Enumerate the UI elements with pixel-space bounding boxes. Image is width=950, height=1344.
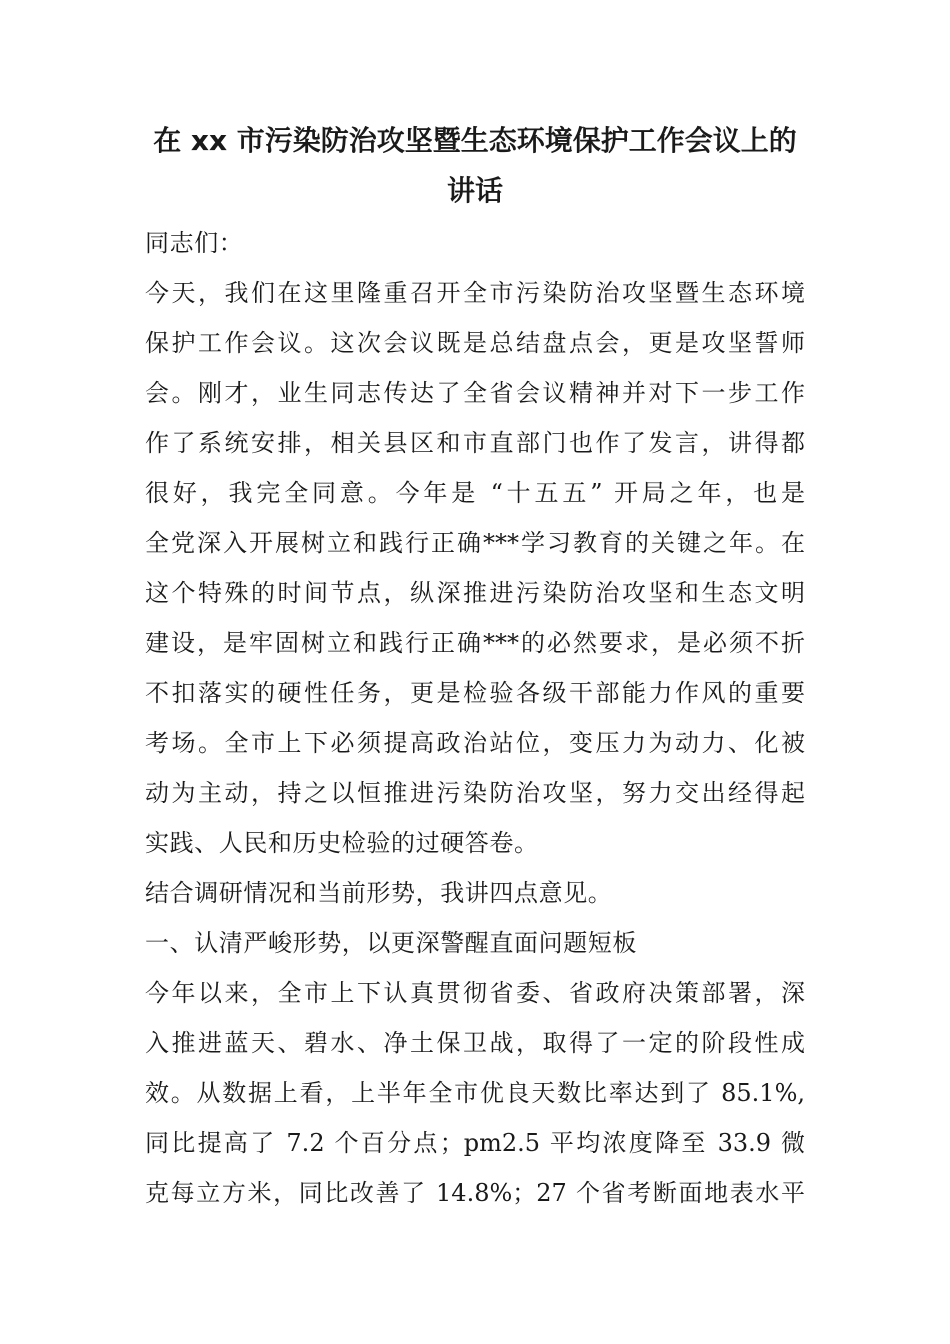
paragraph-line: 实践、人民和历史检验的过硬答卷。 [145, 829, 539, 857]
paragraph-line: 同比提高了 7.2 个百分点；pm2.5 平均浓度降至 33.9 微 [145, 1129, 805, 1157]
paragraph-line: 考场。全市上下必须提高政治站位，变压力为动力、化被 [145, 729, 805, 757]
paragraph-line: 全党深入开展树立和践行正确***学习教育的关键之年。在 [145, 529, 805, 557]
paragraph-line: 入推进蓝天、碧水、净土保卫战，取得了一定的阶段性成 [145, 1029, 805, 1057]
section-heading-1: 一、认清严峻形势，以更深警醒直面问题短板 [145, 929, 637, 957]
intro-sentence: 结合调研情况和当前形势，我讲四点意见。 [145, 879, 613, 907]
paragraph-line: 很好，我完全同意。今年是 “十五五” 开局之年，也是 [145, 479, 805, 507]
document-title-line-2: 讲话 [446, 174, 503, 207]
paragraph-line: 保护工作会议。这次会议既是总结盘点会，更是攻坚誓师 [145, 329, 805, 357]
paragraph-situation [145, 968, 805, 1218]
document-title-line-1: 在 xx 市污染防治攻坚暨生态环境保护工作会议上的 [153, 124, 797, 157]
paragraph-line: 动为主动，持之以恒推进污染防治攻坚，努力交出经得起 [145, 779, 805, 807]
salutation: 同志们： [145, 229, 244, 257]
paragraph-opening [145, 268, 805, 868]
paragraph-line: 克每立方米，同比改善了 14.8%；27 个省考断面地表水平 [145, 1179, 805, 1207]
paragraph-line: 今年以来，全市上下认真贯彻省委、省政府决策部署，深 [145, 979, 805, 1007]
paragraph-line: 效。从数据上看，上半年全市优良天数比率达到了 85.1%, [145, 1079, 805, 1107]
paragraph-line: 会。刚才，业生同志传达了全省会议精神并对下一步工作 [145, 379, 805, 407]
paragraph-line: 不扣落实的硬性任务，更是检验各级干部能力作风的重要 [145, 679, 805, 707]
paragraph-line: 建设，是牢固树立和践行正确***的必然要求，是必须不折 [145, 629, 805, 657]
document-body [145, 218, 805, 1218]
paragraph-line: 今天，我们在这里隆重召开全市污染防治攻坚暨生态环境 [145, 279, 805, 307]
paragraph-line: 作了系统安排，相关县区和市直部门也作了发言，讲得都 [145, 429, 805, 457]
paragraph-line: 这个特殊的时间节点，纵深推进污染防治攻坚和生态文明 [145, 579, 805, 607]
